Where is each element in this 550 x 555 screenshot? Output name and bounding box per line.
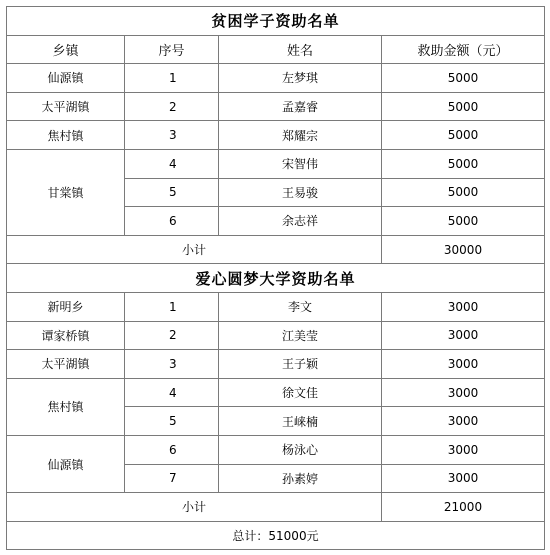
subtotal-value[interactable]: 21000 [382, 493, 545, 522]
no-cell[interactable]: 3 [125, 121, 219, 150]
amount-cell[interactable]: 3000 [382, 464, 545, 493]
name-cell[interactable]: 郑耀宗 [219, 121, 382, 150]
table-row [7, 121, 545, 150]
town-cell-merged[interactable]: 甘棠镇 [7, 149, 125, 235]
name-cell[interactable]: 徐文佳 [219, 378, 382, 407]
no-cell[interactable]: 3 [125, 350, 219, 379]
name-cell[interactable]: 李文 [219, 292, 382, 321]
subtotal-row [7, 235, 545, 264]
name-cell[interactable]: 王崃楠 [219, 407, 382, 436]
name-cell[interactable]: 余志祥 [219, 207, 382, 236]
name-cell[interactable]: 孙素婷 [219, 464, 382, 493]
no-cell[interactable]: 1 [125, 292, 219, 321]
town-cell[interactable]: 谭家桥镇 [7, 321, 125, 350]
header-name[interactable]: 姓名 [219, 35, 382, 64]
town-cell[interactable]: 焦村镇 [7, 121, 125, 150]
no-cell[interactable]: 4 [125, 378, 219, 407]
table-row [7, 350, 545, 379]
no-cell[interactable]: 1 [125, 64, 219, 93]
header-no[interactable]: 序号 [125, 35, 219, 64]
amount-cell[interactable]: 3000 [382, 435, 545, 464]
no-cell[interactable]: 5 [125, 178, 219, 207]
name-cell[interactable]: 宋智伟 [219, 149, 382, 178]
table-row [7, 92, 545, 121]
section-title-row [7, 264, 545, 293]
section-title-row [7, 7, 545, 36]
section-title[interactable]: 爱心圆梦大学资助名单 [7, 264, 545, 293]
amount-cell[interactable]: 3000 [382, 321, 545, 350]
no-cell[interactable]: 2 [125, 321, 219, 350]
town-cell-merged[interactable]: 焦村镇 [7, 378, 125, 435]
name-cell[interactable]: 孟嘉睿 [219, 92, 382, 121]
subtotal-label[interactable]: 小计 [7, 235, 382, 264]
town-cell[interactable]: 太平湖镇 [7, 350, 125, 379]
table-row [7, 378, 545, 407]
header-amount[interactable]: 救助金额（元） [382, 35, 545, 64]
amount-cell[interactable]: 3000 [382, 407, 545, 436]
table-row [7, 149, 545, 178]
name-cell[interactable]: 王易骏 [219, 178, 382, 207]
amount-cell[interactable]: 5000 [382, 121, 545, 150]
amount-cell[interactable]: 3000 [382, 292, 545, 321]
table-row [7, 321, 545, 350]
section-title[interactable]: 贫困学子资助名单 [7, 7, 545, 36]
header-town[interactable]: 乡镇 [7, 35, 125, 64]
no-cell[interactable]: 6 [125, 207, 219, 236]
no-cell[interactable]: 6 [125, 435, 219, 464]
grand-total[interactable]: 总计：51000元 [7, 521, 545, 550]
name-cell[interactable]: 左梦琪 [219, 64, 382, 93]
table-row [7, 292, 545, 321]
amount-cell[interactable]: 5000 [382, 178, 545, 207]
name-cell[interactable]: 江美莹 [219, 321, 382, 350]
grand-total-row [7, 521, 545, 550]
amount-cell[interactable]: 5000 [382, 207, 545, 236]
header-row [7, 35, 545, 64]
name-cell[interactable]: 杨泳心 [219, 435, 382, 464]
table-row [7, 435, 545, 464]
no-cell[interactable]: 2 [125, 92, 219, 121]
no-cell[interactable]: 7 [125, 464, 219, 493]
town-cell-merged[interactable]: 仙源镇 [7, 435, 125, 492]
subtotal-row [7, 493, 545, 522]
no-cell[interactable]: 4 [125, 149, 219, 178]
subtotal-value[interactable]: 30000 [382, 235, 545, 264]
amount-cell[interactable]: 3000 [382, 350, 545, 379]
amount-cell[interactable]: 5000 [382, 64, 545, 93]
town-cell[interactable]: 太平湖镇 [7, 92, 125, 121]
no-cell[interactable]: 5 [125, 407, 219, 436]
spreadsheet-table [6, 6, 545, 550]
amount-cell[interactable]: 5000 [382, 92, 545, 121]
subtotal-label[interactable]: 小计 [7, 493, 382, 522]
town-cell[interactable]: 新明乡 [7, 292, 125, 321]
town-cell[interactable]: 仙源镇 [7, 64, 125, 93]
amount-cell[interactable]: 3000 [382, 378, 545, 407]
table-row [7, 64, 545, 93]
name-cell[interactable]: 王子颖 [219, 350, 382, 379]
amount-cell[interactable]: 5000 [382, 149, 545, 178]
